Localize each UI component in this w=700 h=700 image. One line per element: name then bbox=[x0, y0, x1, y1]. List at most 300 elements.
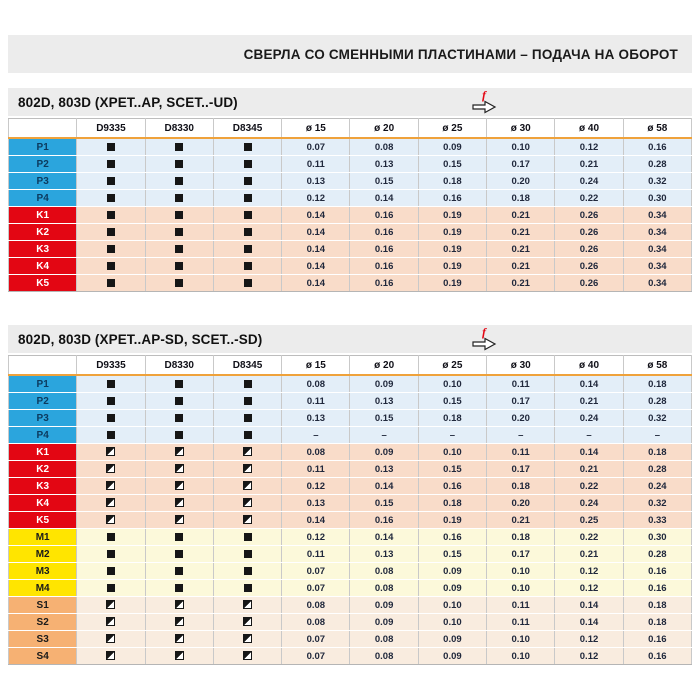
full-square-marker-cell bbox=[77, 529, 145, 546]
full-square-icon bbox=[107, 397, 115, 405]
feed-value-cell: 0.12 bbox=[555, 563, 623, 580]
feed-value-cell: 0.13 bbox=[350, 546, 418, 563]
full-square-marker-cell bbox=[77, 427, 145, 444]
row-label: P2 bbox=[9, 156, 77, 173]
feed-value-cell: 0.16 bbox=[623, 631, 691, 648]
table-row bbox=[9, 563, 692, 580]
feed-value-cell: 0.17 bbox=[487, 393, 555, 410]
page-header-bar bbox=[8, 35, 692, 73]
full-square-icon bbox=[175, 279, 183, 287]
feed-value-cell: 0.16 bbox=[623, 580, 691, 597]
feed-value-cell: 0.15 bbox=[418, 546, 486, 563]
feed-value-cell: 0.22 bbox=[555, 478, 623, 495]
row-label: P2 bbox=[9, 393, 77, 410]
feed-value-cell: 0.28 bbox=[623, 461, 691, 478]
full-square-marker-cell bbox=[213, 224, 281, 241]
row-label: K1 bbox=[9, 207, 77, 224]
feed-value-cell: 0.19 bbox=[418, 224, 486, 241]
column-header: ø 15 bbox=[282, 356, 350, 376]
feed-value-cell: 0.26 bbox=[555, 275, 623, 292]
feed-value-cell: 0.26 bbox=[555, 258, 623, 275]
full-square-icon bbox=[244, 397, 252, 405]
feed-value-cell: 0.11 bbox=[282, 393, 350, 410]
feed-value-cell: 0.21 bbox=[487, 258, 555, 275]
full-square-marker-cell bbox=[213, 207, 281, 224]
table-row bbox=[9, 444, 692, 461]
half-square-icon bbox=[106, 617, 115, 626]
feed-value-cell: 0.16 bbox=[350, 512, 418, 529]
feed-value-cell: 0.10 bbox=[487, 580, 555, 597]
column-header: D8345 bbox=[213, 119, 281, 139]
feed-value-cell: 0.14 bbox=[350, 190, 418, 207]
feed-value-cell: 0.12 bbox=[555, 648, 623, 665]
feed-value-cell: 0.26 bbox=[555, 241, 623, 258]
full-square-marker-cell bbox=[145, 410, 213, 427]
column-header: D8330 bbox=[145, 119, 213, 139]
table-row bbox=[9, 580, 692, 597]
half-square-icon bbox=[175, 634, 184, 643]
column-header: D8345 bbox=[213, 356, 281, 376]
feed-value-cell: 0.12 bbox=[282, 190, 350, 207]
feed-value-cell: 0.07 bbox=[282, 138, 350, 156]
row-label: S3 bbox=[9, 631, 77, 648]
full-square-icon bbox=[107, 414, 115, 422]
column-header: ø 40 bbox=[555, 119, 623, 139]
half-square-marker-cell bbox=[77, 614, 145, 631]
full-square-marker-cell bbox=[77, 580, 145, 597]
full-square-marker-cell bbox=[213, 156, 281, 173]
row-label: K3 bbox=[9, 478, 77, 495]
full-square-icon bbox=[107, 228, 115, 236]
feed-value-cell: 0.08 bbox=[282, 597, 350, 614]
feed-value-cell: 0.09 bbox=[418, 138, 486, 156]
half-square-marker-cell bbox=[77, 648, 145, 665]
feed-value-cell: 0.11 bbox=[487, 375, 555, 393]
full-square-marker-cell bbox=[145, 258, 213, 275]
feed-table bbox=[8, 355, 692, 665]
full-square-marker-cell bbox=[77, 207, 145, 224]
full-square-marker-cell bbox=[145, 207, 213, 224]
table-title: 802D, 803D (XPET..AP, SCET..-UD) bbox=[18, 94, 238, 110]
feed-value-cell: 0.14 bbox=[282, 207, 350, 224]
full-square-marker-cell bbox=[77, 190, 145, 207]
full-square-icon bbox=[244, 194, 252, 202]
column-header: ø 25 bbox=[418, 356, 486, 376]
feed-value-cell: 0.09 bbox=[418, 580, 486, 597]
feed-value-cell: 0.21 bbox=[487, 207, 555, 224]
full-square-icon bbox=[244, 228, 252, 236]
feed-value-cell: 0.12 bbox=[282, 478, 350, 495]
feed-value-cell: 0.09 bbox=[418, 563, 486, 580]
full-square-marker-cell bbox=[77, 241, 145, 258]
column-header: D8330 bbox=[145, 356, 213, 376]
full-square-icon bbox=[175, 397, 183, 405]
half-square-marker-cell bbox=[77, 444, 145, 461]
table-row bbox=[9, 275, 692, 292]
feed-value-cell: 0.12 bbox=[555, 138, 623, 156]
table-row bbox=[9, 207, 692, 224]
full-square-icon bbox=[175, 584, 183, 592]
row-label: P1 bbox=[9, 375, 77, 393]
full-square-marker-cell bbox=[145, 156, 213, 173]
feed-value-cell: 0.18 bbox=[487, 190, 555, 207]
full-square-icon bbox=[107, 262, 115, 270]
half-square-marker-cell bbox=[213, 495, 281, 512]
feed-value-cell: 0.12 bbox=[282, 529, 350, 546]
column-header: ø 20 bbox=[350, 356, 418, 376]
half-square-marker-cell bbox=[145, 631, 213, 648]
feed-value-cell: 0.19 bbox=[418, 207, 486, 224]
feed-value-cell: 0.10 bbox=[418, 444, 486, 461]
corner-header-cell bbox=[9, 119, 77, 139]
full-square-marker-cell bbox=[213, 529, 281, 546]
feed-value-cell: 0.15 bbox=[350, 173, 418, 190]
feed-value-cell: 0.16 bbox=[350, 275, 418, 292]
table-row bbox=[9, 648, 692, 665]
full-square-icon bbox=[107, 567, 115, 575]
half-square-marker-cell bbox=[145, 444, 213, 461]
full-square-icon bbox=[107, 160, 115, 168]
full-square-icon bbox=[244, 143, 252, 151]
full-square-marker-cell bbox=[77, 138, 145, 156]
table-row bbox=[9, 173, 692, 190]
full-square-marker-cell bbox=[77, 546, 145, 563]
row-label: K2 bbox=[9, 224, 77, 241]
feed-value-cell: 0.08 bbox=[282, 375, 350, 393]
full-square-icon bbox=[107, 279, 115, 287]
feed-value-cell: 0.11 bbox=[487, 444, 555, 461]
full-square-icon bbox=[175, 380, 183, 388]
full-square-icon bbox=[175, 245, 183, 253]
full-square-marker-cell bbox=[213, 563, 281, 580]
full-square-icon bbox=[175, 160, 183, 168]
feed-direction-icon bbox=[466, 326, 502, 353]
full-square-icon bbox=[244, 567, 252, 575]
half-square-icon bbox=[106, 481, 115, 490]
full-square-icon bbox=[244, 414, 252, 422]
full-square-marker-cell bbox=[145, 393, 213, 410]
feed-value-cell: 0.11 bbox=[487, 597, 555, 614]
half-square-marker-cell bbox=[145, 461, 213, 478]
row-label: P4 bbox=[9, 427, 77, 444]
feed-value-cell: 0.18 bbox=[623, 375, 691, 393]
feed-value-cell: 0.24 bbox=[555, 410, 623, 427]
row-label: M2 bbox=[9, 546, 77, 563]
feed-value-cell: 0.32 bbox=[623, 495, 691, 512]
half-square-marker-cell bbox=[145, 512, 213, 529]
row-label: K1 bbox=[9, 444, 77, 461]
feed-value-cell: 0.18 bbox=[487, 478, 555, 495]
full-square-icon bbox=[107, 177, 115, 185]
feed-value-cell: 0.28 bbox=[623, 156, 691, 173]
row-label: M3 bbox=[9, 563, 77, 580]
feed-value-cell: 0.20 bbox=[487, 495, 555, 512]
full-square-marker-cell bbox=[145, 173, 213, 190]
feed-value-cell: – bbox=[350, 427, 418, 444]
full-square-marker-cell bbox=[77, 224, 145, 241]
feed-value-cell: 0.24 bbox=[623, 478, 691, 495]
feed-value-cell: 0.16 bbox=[623, 138, 691, 156]
feed-value-cell: 0.11 bbox=[487, 614, 555, 631]
feed-value-cell: 0.30 bbox=[623, 529, 691, 546]
table-row bbox=[9, 190, 692, 207]
full-square-marker-cell bbox=[77, 393, 145, 410]
feed-value-cell: 0.21 bbox=[487, 275, 555, 292]
full-square-marker-cell bbox=[145, 224, 213, 241]
table-row bbox=[9, 546, 692, 563]
feed-value-cell: 0.18 bbox=[418, 410, 486, 427]
feed-value-cell: 0.21 bbox=[555, 461, 623, 478]
full-square-marker-cell bbox=[77, 275, 145, 292]
feed-value-cell: 0.21 bbox=[555, 393, 623, 410]
table-row bbox=[9, 461, 692, 478]
half-square-icon bbox=[175, 515, 184, 524]
full-square-icon bbox=[244, 533, 252, 541]
full-square-marker-cell bbox=[213, 410, 281, 427]
full-square-icon bbox=[107, 550, 115, 558]
feed-value-cell: 0.13 bbox=[282, 173, 350, 190]
feed-value-cell: 0.15 bbox=[350, 410, 418, 427]
column-header: ø 40 bbox=[555, 356, 623, 376]
half-square-icon bbox=[175, 464, 184, 473]
half-square-marker-cell bbox=[145, 597, 213, 614]
feed-value-cell: 0.21 bbox=[555, 156, 623, 173]
feed-value-cell: 0.21 bbox=[555, 546, 623, 563]
full-square-marker-cell bbox=[145, 375, 213, 393]
full-square-marker-cell bbox=[145, 580, 213, 597]
feed-value-cell: 0.10 bbox=[487, 138, 555, 156]
table-row bbox=[9, 156, 692, 173]
row-label: K5 bbox=[9, 275, 77, 292]
feed-value-cell: 0.08 bbox=[350, 563, 418, 580]
full-square-marker-cell bbox=[213, 258, 281, 275]
feed-value-cell: 0.18 bbox=[623, 597, 691, 614]
half-square-marker-cell bbox=[213, 631, 281, 648]
feed-value-cell: 0.22 bbox=[555, 529, 623, 546]
full-square-icon bbox=[107, 211, 115, 219]
column-header: ø 58 bbox=[623, 356, 691, 376]
table-row bbox=[9, 529, 692, 546]
half-square-icon bbox=[243, 600, 252, 609]
full-square-icon bbox=[175, 177, 183, 185]
half-square-marker-cell bbox=[213, 648, 281, 665]
half-square-icon bbox=[243, 651, 252, 660]
feed-value-cell: 0.21 bbox=[487, 512, 555, 529]
feed-value-cell: 0.14 bbox=[282, 241, 350, 258]
table-row bbox=[9, 495, 692, 512]
half-square-icon bbox=[106, 515, 115, 524]
full-square-icon bbox=[107, 533, 115, 541]
half-square-icon bbox=[106, 651, 115, 660]
feed-value-cell: 0.28 bbox=[623, 393, 691, 410]
row-label: P3 bbox=[9, 410, 77, 427]
table-row bbox=[9, 241, 692, 258]
feed-value-cell: 0.15 bbox=[350, 495, 418, 512]
feed-value-cell: 0.09 bbox=[350, 614, 418, 631]
feed-value-cell: 0.24 bbox=[555, 495, 623, 512]
feed-value-cell: 0.14 bbox=[282, 224, 350, 241]
feed-value-cell: 0.34 bbox=[623, 258, 691, 275]
full-square-marker-cell bbox=[145, 138, 213, 156]
feed-value-cell: 0.11 bbox=[282, 546, 350, 563]
row-label: K4 bbox=[9, 258, 77, 275]
feed-value-cell: 0.08 bbox=[350, 648, 418, 665]
half-square-icon bbox=[243, 498, 252, 507]
feed-value-cell: 0.34 bbox=[623, 224, 691, 241]
feed-value-cell: 0.16 bbox=[350, 258, 418, 275]
full-square-marker-cell bbox=[213, 275, 281, 292]
full-square-icon bbox=[175, 194, 183, 202]
feed-value-cell: 0.17 bbox=[487, 546, 555, 563]
feed-value-cell: 0.24 bbox=[555, 173, 623, 190]
feed-value-cell: 0.11 bbox=[282, 156, 350, 173]
feed-value-cell: 0.07 bbox=[282, 580, 350, 597]
full-square-marker-cell bbox=[213, 546, 281, 563]
row-label: K3 bbox=[9, 241, 77, 258]
full-square-icon bbox=[244, 550, 252, 558]
full-square-icon bbox=[244, 584, 252, 592]
full-square-marker-cell bbox=[77, 563, 145, 580]
row-label: P3 bbox=[9, 173, 77, 190]
feed-value-cell: 0.19 bbox=[418, 241, 486, 258]
full-square-icon bbox=[107, 143, 115, 151]
feed-value-cell: 0.32 bbox=[623, 173, 691, 190]
full-square-icon bbox=[244, 160, 252, 168]
half-square-icon bbox=[243, 464, 252, 473]
feed-value-cell: 0.33 bbox=[623, 512, 691, 529]
half-square-icon bbox=[243, 515, 252, 524]
half-square-icon bbox=[106, 600, 115, 609]
half-square-icon bbox=[243, 634, 252, 643]
feed-value-cell: 0.15 bbox=[418, 156, 486, 173]
full-square-marker-cell bbox=[213, 138, 281, 156]
row-label: M1 bbox=[9, 529, 77, 546]
table-row bbox=[9, 512, 692, 529]
half-square-marker-cell bbox=[213, 614, 281, 631]
full-square-icon bbox=[107, 245, 115, 253]
table-row bbox=[9, 410, 692, 427]
half-square-icon bbox=[175, 447, 184, 456]
feed-value-cell: – bbox=[418, 427, 486, 444]
feed-value-cell: 0.26 bbox=[555, 224, 623, 241]
feed-value-cell: 0.10 bbox=[487, 631, 555, 648]
half-square-icon bbox=[175, 617, 184, 626]
full-square-icon bbox=[107, 584, 115, 592]
table-title-bar bbox=[8, 325, 692, 353]
feed-value-cell: 0.12 bbox=[555, 580, 623, 597]
row-label: P1 bbox=[9, 138, 77, 156]
full-square-marker-cell bbox=[213, 375, 281, 393]
full-square-icon bbox=[244, 211, 252, 219]
header-row bbox=[9, 356, 692, 376]
feed-value-cell: 0.08 bbox=[350, 631, 418, 648]
feed-value-cell: 0.21 bbox=[487, 224, 555, 241]
full-square-marker-cell bbox=[77, 173, 145, 190]
feed-value-cell: 0.21 bbox=[487, 241, 555, 258]
table-section-ud bbox=[8, 88, 692, 292]
feed-value-cell: 0.13 bbox=[350, 393, 418, 410]
full-square-marker-cell bbox=[213, 190, 281, 207]
full-square-icon bbox=[175, 228, 183, 236]
feed-value-cell: – bbox=[487, 427, 555, 444]
feed-value-cell: 0.19 bbox=[418, 275, 486, 292]
row-label: M4 bbox=[9, 580, 77, 597]
half-square-icon bbox=[175, 481, 184, 490]
feed-value-cell: 0.34 bbox=[623, 207, 691, 224]
full-square-icon bbox=[107, 431, 115, 439]
full-square-marker-cell bbox=[77, 156, 145, 173]
half-square-marker-cell bbox=[213, 461, 281, 478]
full-square-icon bbox=[175, 567, 183, 575]
feed-value-cell: 0.08 bbox=[282, 614, 350, 631]
right-arrow-icon bbox=[471, 100, 497, 114]
half-square-marker-cell bbox=[145, 648, 213, 665]
feed-value-cell: 0.30 bbox=[623, 190, 691, 207]
row-label: S2 bbox=[9, 614, 77, 631]
full-square-marker-cell bbox=[145, 546, 213, 563]
feed-value-cell: 0.13 bbox=[350, 156, 418, 173]
half-square-marker-cell bbox=[77, 461, 145, 478]
feed-value-cell: 0.16 bbox=[350, 241, 418, 258]
feed-value-cell: 0.14 bbox=[555, 444, 623, 461]
full-square-marker-cell bbox=[145, 529, 213, 546]
full-square-marker-cell bbox=[213, 241, 281, 258]
full-square-icon bbox=[175, 143, 183, 151]
feed-symbol-label: f bbox=[481, 88, 487, 102]
right-arrow-icon bbox=[471, 337, 497, 351]
feed-value-cell: 0.14 bbox=[555, 597, 623, 614]
row-label: K2 bbox=[9, 461, 77, 478]
feed-value-cell: 0.09 bbox=[350, 375, 418, 393]
feed-value-cell: 0.18 bbox=[623, 614, 691, 631]
header-row bbox=[9, 119, 692, 139]
feed-value-cell: 0.22 bbox=[555, 190, 623, 207]
feed-value-cell: 0.07 bbox=[282, 631, 350, 648]
feed-value-cell: 0.34 bbox=[623, 241, 691, 258]
feed-value-cell: 0.14 bbox=[555, 614, 623, 631]
feed-value-cell: 0.14 bbox=[350, 529, 418, 546]
feed-value-cell: 0.16 bbox=[418, 478, 486, 495]
row-label: S1 bbox=[9, 597, 77, 614]
full-square-marker-cell bbox=[213, 393, 281, 410]
feed-symbol-label: f bbox=[481, 325, 487, 339]
feed-value-cell: 0.32 bbox=[623, 410, 691, 427]
feed-value-cell: 0.19 bbox=[418, 258, 486, 275]
full-square-icon bbox=[244, 245, 252, 253]
feed-value-cell: 0.07 bbox=[282, 563, 350, 580]
half-square-marker-cell bbox=[77, 631, 145, 648]
table-row bbox=[9, 478, 692, 495]
full-square-marker-cell bbox=[213, 580, 281, 597]
table-row bbox=[9, 393, 692, 410]
row-label: S4 bbox=[9, 648, 77, 665]
feed-value-cell: 0.08 bbox=[282, 444, 350, 461]
half-square-marker-cell bbox=[77, 597, 145, 614]
page-title: СВЕРЛА СО СМЕННЫМИ ПЛАСТИНАМИ – ПОДАЧА НА ОБОРОТ bbox=[243, 46, 678, 62]
feed-value-cell: 0.15 bbox=[418, 461, 486, 478]
table-row bbox=[9, 138, 692, 156]
full-square-marker-cell bbox=[145, 275, 213, 292]
full-square-icon bbox=[244, 279, 252, 287]
column-header: D9335 bbox=[77, 119, 145, 139]
half-square-marker-cell bbox=[77, 512, 145, 529]
half-square-marker-cell bbox=[213, 478, 281, 495]
half-square-icon bbox=[175, 651, 184, 660]
full-square-marker-cell bbox=[77, 375, 145, 393]
feed-value-cell: – bbox=[282, 427, 350, 444]
feed-value-cell: 0.18 bbox=[487, 529, 555, 546]
feed-value-cell: 0.10 bbox=[418, 597, 486, 614]
